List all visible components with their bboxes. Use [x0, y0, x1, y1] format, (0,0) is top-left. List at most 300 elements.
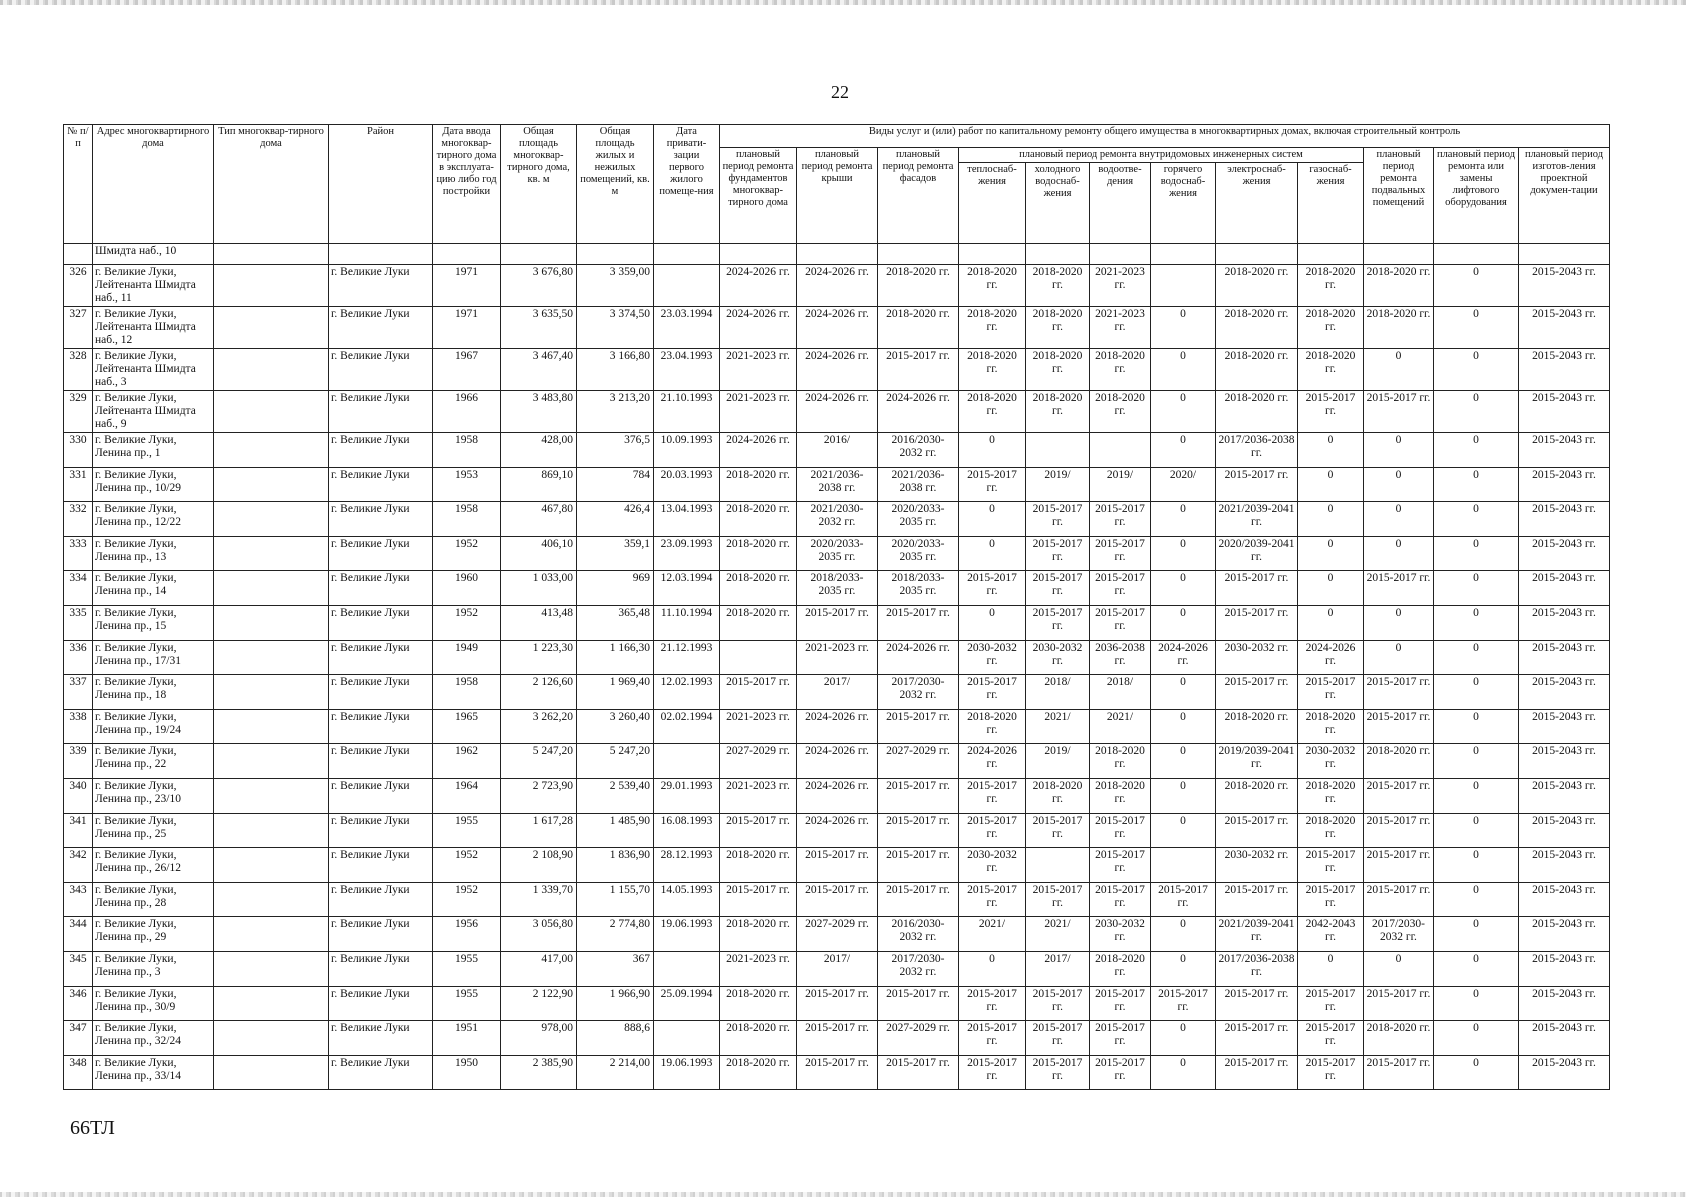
cell-project-docs: 2015-2043 гг.	[1519, 813, 1610, 848]
col-foundation-header: плановый период ремонта фундаментов многоквар-тирного дома	[720, 148, 797, 244]
cell-basement: 0	[1364, 502, 1434, 537]
cell-district: г. Великие Луки	[329, 917, 433, 952]
cell-sewer: 2021-2023 гг.	[1090, 307, 1151, 349]
table-row	[64, 502, 1610, 537]
cell-sewer: 2030-2032 гг.	[1090, 917, 1151, 952]
cell-heating: 2030-2032 гг.	[959, 640, 1026, 675]
col-electric-header: электроснаб-жения	[1216, 163, 1298, 244]
col-cold-water-header: холодного водоснаб-жения	[1026, 163, 1090, 244]
cell-address: г. Великие Луки, Ленина пр., 10/29	[93, 467, 214, 502]
cell-privatization: 19.06.1993	[654, 1055, 720, 1090]
cell-hot-water: 0	[1151, 391, 1216, 433]
capital-repair-table	[63, 124, 1610, 1090]
cell-roof: 2021/2036-2038 гг.	[797, 467, 878, 502]
cell-foundation: 2027-2029 гг.	[720, 744, 797, 779]
cell-living-area: 3 166,80	[577, 349, 654, 391]
cell-year: 1971	[433, 265, 501, 307]
cell-year: 1956	[433, 917, 501, 952]
cell-privatization: 29.01.1993	[654, 778, 720, 813]
cell-privatization: 12.02.1993	[654, 675, 720, 710]
cell-year: 1952	[433, 882, 501, 917]
cell-roof: 2017/	[797, 951, 878, 986]
cell-foundation	[720, 640, 797, 675]
cell-district: г. Великие Луки	[329, 951, 433, 986]
cell-foundation: 2018-2020 гг.	[720, 848, 797, 883]
cell-sewer: 2018-2020 гг.	[1090, 744, 1151, 779]
cell-facade: 2018-2020 гг.	[878, 265, 959, 307]
scan-edge-top	[0, 0, 1686, 5]
cell-cold-water: 2030-2032 гг.	[1026, 640, 1090, 675]
cell-year: 1966	[433, 391, 501, 433]
cell-project-docs: 2015-2043 гг.	[1519, 467, 1610, 502]
col-address-header: Адрес многоквартирного дома	[93, 125, 214, 244]
cell-hot-water: 0	[1151, 571, 1216, 606]
cell-hot-water: 0	[1151, 709, 1216, 744]
cell-hot-water: 2015-2017 гг.	[1151, 882, 1216, 917]
cell-heating: 2015-2017 гг.	[959, 467, 1026, 502]
cell-address: г. Великие Луки, Ленина пр., 18	[93, 675, 214, 710]
cell-year: 1964	[433, 778, 501, 813]
cell-sewer: 2019/	[1090, 467, 1151, 502]
cell-sewer: 2018-2020 гг.	[1090, 391, 1151, 433]
cell-elevator: 0	[1434, 778, 1519, 813]
cell-heating: 0	[959, 951, 1026, 986]
cell-foundation: 2018-2020 гг.	[720, 1021, 797, 1056]
cell-roof: 2015-2017 гг.	[797, 1021, 878, 1056]
cell-project-docs: 2015-2043 гг.	[1519, 986, 1610, 1021]
cell-roof: 2017/	[797, 675, 878, 710]
cell-total-area: 2 385,90	[501, 1055, 577, 1090]
cell-gas: 0	[1298, 571, 1364, 606]
cell-address: г. Великие Луки, Ленина пр., 14	[93, 571, 214, 606]
cell-address: г. Великие Луки, Лейтенанта Шмидта наб., 9	[93, 391, 214, 433]
cell-living-area: 3 213,20	[577, 391, 654, 433]
cell-roof: 2015-2017 гг.	[797, 848, 878, 883]
cell-elevator: 0	[1434, 433, 1519, 468]
cell-project-docs: 2015-2043 гг.	[1519, 1055, 1610, 1090]
cell-electric: 2019/2039-2041 гг.	[1216, 744, 1298, 779]
cell-district: г. Великие Луки	[329, 640, 433, 675]
cell-heating: 2015-2017 гг.	[959, 882, 1026, 917]
cell-heating: 2018-2020 гг.	[959, 349, 1026, 391]
cell-gas: 2018-2020 гг.	[1298, 307, 1364, 349]
cell-heating: 2015-2017 гг.	[959, 813, 1026, 848]
cell-sewer: 2015-2017 гг.	[1090, 1021, 1151, 1056]
cell-cold-water: 2017/	[1026, 951, 1090, 986]
cell-foundation: 2018-2020 гг.	[720, 536, 797, 571]
cell-privatization: 11.10.1994	[654, 605, 720, 640]
cell-cold-water: 2018-2020 гг.	[1026, 391, 1090, 433]
cell-cold-water: 2015-2017 гг.	[1026, 571, 1090, 606]
cell-heating: 0	[959, 605, 1026, 640]
cell-electric: 2021/2039-2041 гг.	[1216, 917, 1298, 952]
cell-no: 335	[64, 605, 93, 640]
cell-type	[214, 675, 329, 710]
cell-foundation: 2021-2023 гг.	[720, 951, 797, 986]
cell-project-docs: 2015-2043 гг.	[1519, 951, 1610, 986]
cell-roof: 2021/2030-2032 гг.	[797, 502, 878, 537]
cell-cold-water: 2015-2017 гг.	[1026, 1055, 1090, 1090]
cell-heating: 0	[959, 433, 1026, 468]
cell-elevator: 0	[1434, 917, 1519, 952]
cell-type	[214, 813, 329, 848]
cell-year: 1952	[433, 605, 501, 640]
cell-hot-water: 0	[1151, 744, 1216, 779]
cell-heating: 2018-2020 гг.	[959, 265, 1026, 307]
cell-basement: 2015-2017 гг.	[1364, 1055, 1434, 1090]
cell-elevator: 0	[1434, 502, 1519, 537]
cell-cold-water: 2015-2017 гг.	[1026, 882, 1090, 917]
cell-sewer: 2015-2017 гг.	[1090, 502, 1151, 537]
cell-electric: 2015-2017 гг.	[1216, 986, 1298, 1021]
cell-electric: 2030-2032 гг.	[1216, 640, 1298, 675]
cell-gas: 0	[1298, 467, 1364, 502]
cell-facade: 2015-2017 гг.	[878, 882, 959, 917]
cell-no: 330	[64, 433, 93, 468]
table-row	[64, 307, 1610, 349]
cell-total-area: 413,48	[501, 605, 577, 640]
table-row	[64, 813, 1610, 848]
cell-electric: 2021/2039-2041 гг.	[1216, 502, 1298, 537]
cell-hot-water: 0	[1151, 605, 1216, 640]
cell-hot-water: 0	[1151, 813, 1216, 848]
cell-gas: 2024-2026 гг.	[1298, 640, 1364, 675]
col-total-area-header: Общая площадь многоквар-тирного дома, кв. м	[501, 125, 577, 244]
cell-roof: 2024-2026 гг.	[797, 813, 878, 848]
cell-cold-water: 2018-2020 гг.	[1026, 265, 1090, 307]
cell-elevator: 0	[1434, 349, 1519, 391]
cell-foundation: 2018-2020 гг.	[720, 605, 797, 640]
cell-total-area: 869,10	[501, 467, 577, 502]
cell-type	[214, 951, 329, 986]
cell-facade: 2027-2029 гг.	[878, 744, 959, 779]
cell-gas: 0	[1298, 433, 1364, 468]
cell-elevator: 0	[1434, 813, 1519, 848]
cell-electric: 2018-2020 гг.	[1216, 709, 1298, 744]
cell-address: г. Великие Луки, Ленина пр., 1	[93, 433, 214, 468]
cell-project-docs: 2015-2043 гг.	[1519, 571, 1610, 606]
cell-project-docs: 2015-2043 гг.	[1519, 675, 1610, 710]
cell-elevator: 0	[1434, 467, 1519, 502]
cell-year: 1952	[433, 848, 501, 883]
cell-gas: 2018-2020 гг.	[1298, 778, 1364, 813]
cell-cold-water	[1026, 433, 1090, 468]
cell-year: 1955	[433, 986, 501, 1021]
cell-year: 1958	[433, 675, 501, 710]
cell-facade: 2015-2017 гг.	[878, 349, 959, 391]
col-roof-header: плановый период ремонта крыши	[797, 148, 878, 244]
cell-district: г. Великие Луки	[329, 502, 433, 537]
table-row	[64, 744, 1610, 779]
cell-electric: 2018-2020 гг.	[1216, 778, 1298, 813]
cell-type	[214, 848, 329, 883]
col-sewer-header: водоотве-дения	[1090, 163, 1151, 244]
cell-heating: 2015-2017 гг.	[959, 1021, 1026, 1056]
table-row	[64, 244, 1610, 265]
cell-elevator: 0	[1434, 571, 1519, 606]
cell-elevator: 0	[1434, 709, 1519, 744]
cell-no: 336	[64, 640, 93, 675]
cell-cold-water: 2018-2020 гг.	[1026, 349, 1090, 391]
cell-no: 329	[64, 391, 93, 433]
cell-type	[214, 571, 329, 606]
cell-gas: 2015-2017 гг.	[1298, 1021, 1364, 1056]
cell-facade: 2027-2029 гг.	[878, 1021, 959, 1056]
cell-type	[214, 744, 329, 779]
cell-hot-water: 0	[1151, 502, 1216, 537]
cell-basement: 2015-2017 гг.	[1364, 778, 1434, 813]
cell-address: г. Великие Луки, Ленина пр., 22	[93, 744, 214, 779]
cell-privatization: 23.09.1993	[654, 536, 720, 571]
cell-type	[214, 986, 329, 1021]
cell-sewer: 2015-2017 гг.	[1090, 813, 1151, 848]
cell-year: 1952	[433, 536, 501, 571]
cell-district: г. Великие Луки	[329, 433, 433, 468]
cell-project-docs: 2015-2043 гг.	[1519, 882, 1610, 917]
cell-project-docs: 2015-2043 гг.	[1519, 502, 1610, 537]
col-no-header: № п/п	[64, 125, 93, 244]
cell-living-area: 1 166,30	[577, 640, 654, 675]
table-row	[64, 709, 1610, 744]
cell-facade: 2016/2030-2032 гг.	[878, 917, 959, 952]
cell-heating: 2015-2017 гг.	[959, 778, 1026, 813]
cell-privatization: 10.09.1993	[654, 433, 720, 468]
cell-hot-water: 0	[1151, 433, 1216, 468]
cell-living-area: 1 966,90	[577, 986, 654, 1021]
cell-gas: 2015-2017 гг.	[1298, 391, 1364, 433]
col-project-docs-header: плановый период изготов-ления проектной докумен-тации	[1519, 148, 1610, 244]
cell-privatization	[654, 951, 720, 986]
cell-elevator: 0	[1434, 951, 1519, 986]
cell-foundation: 2018-2020 гг.	[720, 467, 797, 502]
cell-cold-water: 2015-2017 гг.	[1026, 813, 1090, 848]
cell-heating: 0	[959, 502, 1026, 537]
table-row	[64, 778, 1610, 813]
cell-cold-water: 2019/	[1026, 467, 1090, 502]
cell-facade: 2020/2033-2035 гг.	[878, 536, 959, 571]
cell-gas: 0	[1298, 536, 1364, 571]
cell-no: 346	[64, 986, 93, 1021]
cell-total-area: 3 635,50	[501, 307, 577, 349]
cell-sewer: 2018/	[1090, 675, 1151, 710]
cell-basement: 2015-2017 гг.	[1364, 675, 1434, 710]
cell-no: 333	[64, 536, 93, 571]
cell-basement: 2015-2017 гг.	[1364, 813, 1434, 848]
cell-heating: 2021/	[959, 917, 1026, 952]
cell-hot-water: 0	[1151, 917, 1216, 952]
cell-roof: 2024-2026 гг.	[797, 709, 878, 744]
cell-year: 1955	[433, 951, 501, 986]
table-row	[64, 882, 1610, 917]
cell-basement: 2018-2020 гг.	[1364, 307, 1434, 349]
cell-privatization	[654, 1021, 720, 1056]
cell-cold-water: 2019/	[1026, 744, 1090, 779]
cell-address: г. Великие Луки, Ленина пр., 15	[93, 605, 214, 640]
cell-address: г. Великие Луки, Ленина пр., 13	[93, 536, 214, 571]
table-row	[64, 1021, 1610, 1056]
cell-sewer: 2021/	[1090, 709, 1151, 744]
cell-type	[214, 391, 329, 433]
cell-type	[214, 882, 329, 917]
cell-project-docs: 2015-2043 гг.	[1519, 848, 1610, 883]
cell-electric: 2020/2039-2041 гг.	[1216, 536, 1298, 571]
cell-district: г. Великие Луки	[329, 744, 433, 779]
cell-foundation: 2021-2023 гг.	[720, 778, 797, 813]
cell-type	[214, 536, 329, 571]
cell-living-area: 426,4	[577, 502, 654, 537]
cell-cold-water: 2015-2017 гг.	[1026, 605, 1090, 640]
cell-living-area: 969	[577, 571, 654, 606]
cell-facade: 2015-2017 гг.	[878, 605, 959, 640]
cell-basement: 2015-2017 гг.	[1364, 986, 1434, 1021]
cell-total-area: 5 247,20	[501, 744, 577, 779]
cell-district: г. Великие Луки	[329, 571, 433, 606]
cell-living-area: 359,1	[577, 536, 654, 571]
cell-no: 328	[64, 349, 93, 391]
cell-year: 1950	[433, 1055, 501, 1090]
cell-basement: 0	[1364, 433, 1434, 468]
cell-sewer: 2015-2017 гг.	[1090, 571, 1151, 606]
cell-roof: 2015-2017 гг.	[797, 1055, 878, 1090]
cell-facade: 2017/2030-2032 гг.	[878, 951, 959, 986]
cell-type	[214, 778, 329, 813]
table-row	[64, 951, 1610, 986]
cell-basement: 2015-2017 гг.	[1364, 848, 1434, 883]
cell-elevator: 0	[1434, 848, 1519, 883]
cell-gas: 2018-2020 гг.	[1298, 813, 1364, 848]
cell-privatization: 21.10.1993	[654, 391, 720, 433]
cell-address: г. Великие Луки, Ленина пр., 25	[93, 813, 214, 848]
cell-address: г. Великие Луки, Ленина пр., 30/9	[93, 986, 214, 1021]
cell-cold-water: 2015-2017 гг.	[1026, 502, 1090, 537]
cell-roof: 2024-2026 гг.	[797, 391, 878, 433]
col-elevator-header: плановый период ремонта или замены лифтового оборудования	[1434, 148, 1519, 244]
cell-address: Шмидта наб., 10	[93, 244, 214, 265]
cell-sewer: 2015-2017 гг.	[1090, 536, 1151, 571]
cell-living-area: 1 485,90	[577, 813, 654, 848]
cell-elevator: 0	[1434, 265, 1519, 307]
cell-heating: 2015-2017 гг.	[959, 675, 1026, 710]
cell-total-area: 428,00	[501, 433, 577, 468]
cell-no: 343	[64, 882, 93, 917]
cell-gas: 2015-2017 гг.	[1298, 675, 1364, 710]
cell-no: 331	[64, 467, 93, 502]
cell-electric: 2015-2017 гг.	[1216, 1021, 1298, 1056]
cell-cold-water: 2018-2020 гг.	[1026, 778, 1090, 813]
cell-year: 1958	[433, 502, 501, 537]
cell-address: г. Великие Луки, Лейтенанта Шмидта наб., 12	[93, 307, 214, 349]
cell-facade: 2015-2017 гг.	[878, 778, 959, 813]
cell-cold-water: 2018-2020 гг.	[1026, 307, 1090, 349]
table-row	[64, 640, 1610, 675]
cell-elevator: 0	[1434, 307, 1519, 349]
cell-elevator: 0	[1434, 391, 1519, 433]
cell-hot-water: 0	[1151, 675, 1216, 710]
cell-heating: 2015-2017 гг.	[959, 1055, 1026, 1090]
cell-elevator: 0	[1434, 605, 1519, 640]
cell-privatization: 02.02.1994	[654, 709, 720, 744]
cell-project-docs: 2015-2043 гг.	[1519, 1021, 1610, 1056]
cell-project-docs: 2015-2043 гг.	[1519, 433, 1610, 468]
cell-cold-water: 2018/	[1026, 675, 1090, 710]
table-row	[64, 536, 1610, 571]
cell-roof: 2016/	[797, 433, 878, 468]
cell-roof: 2015-2017 гг.	[797, 986, 878, 1021]
cell-district: г. Великие Луки	[329, 1021, 433, 1056]
cell-total-area: 3 467,40	[501, 349, 577, 391]
cell-privatization	[654, 265, 720, 307]
cell-facade: 2015-2017 гг.	[878, 1055, 959, 1090]
cell-total-area: 1 033,00	[501, 571, 577, 606]
cell-electric: 2015-2017 гг.	[1216, 675, 1298, 710]
cell-project-docs: 2015-2043 гг.	[1519, 307, 1610, 349]
table-row	[64, 391, 1610, 433]
table-row	[64, 349, 1610, 391]
cell-address: г. Великие Луки, Ленина пр., 12/22	[93, 502, 214, 537]
cell-total-area: 2 122,90	[501, 986, 577, 1021]
engineering-group-header: плановый период ремонта внутридомовых инженерных систем	[959, 148, 1364, 163]
table-row	[64, 986, 1610, 1021]
cell-no: 340	[64, 778, 93, 813]
cell-sewer: 2021-2023 гг.	[1090, 265, 1151, 307]
cell-elevator: 0	[1434, 1055, 1519, 1090]
cell-total-area: 406,10	[501, 536, 577, 571]
cell-type	[214, 917, 329, 952]
cell-hot-water: 0	[1151, 349, 1216, 391]
scan-edge-bottom	[0, 1192, 1686, 1197]
cell-elevator: 0	[1434, 744, 1519, 779]
cell-total-area: 3 056,80	[501, 917, 577, 952]
cell-type	[214, 709, 329, 744]
cell-foundation: 2018-2020 гг.	[720, 917, 797, 952]
cell-year: 1949	[433, 640, 501, 675]
cell-district: г. Великие Луки	[329, 391, 433, 433]
cell-address: г. Великие Луки, Ленина пр., 33/14	[93, 1055, 214, 1090]
cell-total-area: 467,80	[501, 502, 577, 537]
table-row	[64, 675, 1610, 710]
cell-privatization: 20.03.1993	[654, 467, 720, 502]
cell-sewer: 2015-2017 гг.	[1090, 882, 1151, 917]
cell-facade: 2018-2020 гг.	[878, 307, 959, 349]
cell-facade: 2015-2017 гг.	[878, 986, 959, 1021]
table-row	[64, 848, 1610, 883]
cell-foundation: 2018-2020 гг.	[720, 571, 797, 606]
cell-total-area: 1 617,28	[501, 813, 577, 848]
cell-foundation: 2018-2020 гг.	[720, 1055, 797, 1090]
cell-project-docs: 2015-2043 гг.	[1519, 640, 1610, 675]
cell-electric: 2018-2020 гг.	[1216, 265, 1298, 307]
cell-sewer: 2036-2038 гг.	[1090, 640, 1151, 675]
cell-roof: 2024-2026 гг.	[797, 349, 878, 391]
col-district-header: Район	[329, 125, 433, 244]
cell-address: г. Великие Луки, Ленина пр., 32/24	[93, 1021, 214, 1056]
cell-privatization: 13.04.1993	[654, 502, 720, 537]
cell-heating: 2015-2017 гг.	[959, 571, 1026, 606]
cell-foundation: 2015-2017 гг.	[720, 675, 797, 710]
cell-project-docs: 2015-2043 гг.	[1519, 536, 1610, 571]
cell-project-docs: 2015-2043 гг.	[1519, 709, 1610, 744]
cell-type	[214, 640, 329, 675]
cell-address: г. Великие Луки, Лейтенанта Шмидта наб., 11	[93, 265, 214, 307]
cell-roof: 2024-2026 гг.	[797, 307, 878, 349]
table-row	[64, 265, 1610, 307]
cell-total-area: 3 262,20	[501, 709, 577, 744]
cell-living-area: 784	[577, 467, 654, 502]
cell-project-docs: 2015-2043 гг.	[1519, 265, 1610, 307]
cell-address: г. Великие Луки, Ленина пр., 19/24	[93, 709, 214, 744]
cell-basement: 2015-2017 гг.	[1364, 571, 1434, 606]
cell-type	[214, 1055, 329, 1090]
